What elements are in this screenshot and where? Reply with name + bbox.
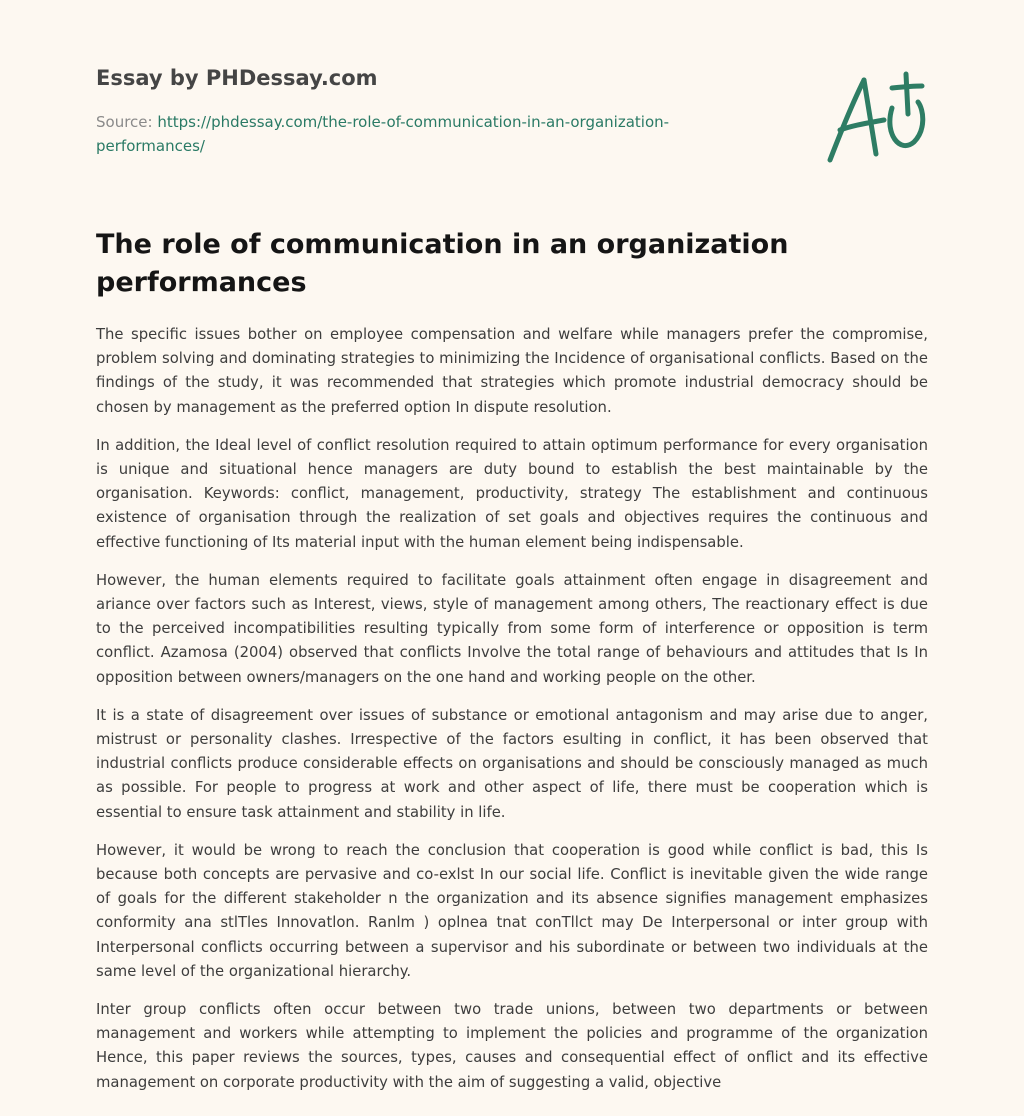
essay-paragraph-3: However, the human elements required to facilitate goals attainment often engage in disagreement and ariance over factors such as Interest, views, style of management among others, The reactionary effect is due to the perceived incompatibilities resulting typically from some form of interference or opposition is term conflict. Azamosa (2004) observed that conflicts Involve the total range of behaviours and attitudes that Is In opposition between owners/managers on the one hand and working people on the other. xyxy=(96,571,928,686)
essay-paragraph-1: The specific issues bother on employee compensation and welfare while managers prefer the compromise, problem solving and dominating strategies to minimizing the Incidence of organisational conflicts. Based on the findings of the study, it was recommended that strategies which promote industrial democracy should be chosen by management as the preferred option In dispute resolution. xyxy=(96,326,928,416)
essay-body xyxy=(96,323,928,1109)
essay-paragraph-5: However, it would be wrong to reach the conclusion that cooperation is good while conflict is bad, this Is because both concepts are pervasive and co-exlst In our social life. Conflict is inevitable given the wide range of goals for the different stakeholder n the organization and its absence signifies management emphasizes conformity ana stlTles Innovatlon. Ranlm ) oplnea tnat conTllct may De Interpersonal or inter group with Interpersonal conflicts occurring between a supervisor and his subordinate or between two individuals at the same level of the organizational hierarchy. xyxy=(96,841,928,980)
essay-paragraph-4: It is a state of disagreement over issues of substance or emotional antagonism and may arise due to anger, mistrust or personality clashes. Irrespective of the factors esulting in conflict, it has been observed that industrial conflicts produce considerable effects on organisations and should be consciously managed as much as possible. For people to progress at work and other aspect of life, there must be cooperation which is essential to ensure task attainment and stability in life. xyxy=(96,706,928,821)
a-plus-grade-icon xyxy=(826,68,936,168)
source-label: Source: xyxy=(96,113,158,131)
source-link[interactable]: https://phdessay.com/the-role-of-communication-in-an-organization-performances/ xyxy=(96,113,670,155)
essay-paragraph-2: In addition, the Ideal level of conflict resolution required to attain optimum performance for every organisation is unique and situational hence managers are duty bound to establish the best maintainable by the organisation. Keywords: conflict, management, productivity, strategy The establishment and continuous existence of organisation through the realization of set goals and objectives requires the continuous and effective functioning of Its material input with the human element being indispensable. xyxy=(96,436,928,551)
essay-paragraph-6: Inter group conflicts often occur between two trade unions, between two departments or between management and workers while attempting to implement the policies and programme of the organization Hence, this paper reviews the sources, types, causes and consequential effect of onflict and its effective management on corporate productivity with the aim of suggesting a valid, objective xyxy=(96,1001,928,1091)
essay-title: The role of communication in an organization performances xyxy=(96,229,789,298)
source-line xyxy=(96,110,716,158)
brand-title: Essay by PHDessay.com xyxy=(96,66,378,90)
